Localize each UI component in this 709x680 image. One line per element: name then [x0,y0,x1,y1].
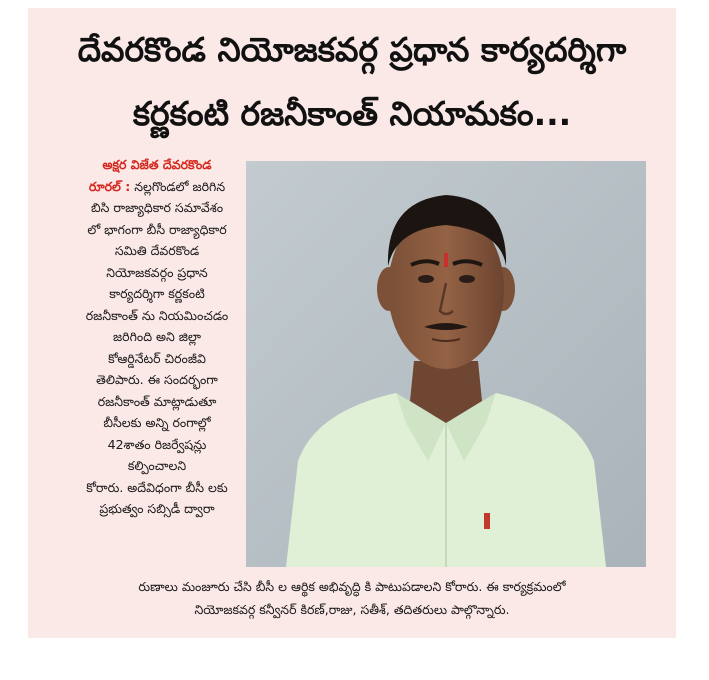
body-line: రజనీకాంత్ మాట్లాడుతూ [97,393,217,409]
news-clipping [28,8,676,638]
article-body-column [66,154,248,520]
headline-line-1: దేవరకొండ నియోజకవర్గ ప్రధాన కార్యదర్శిగా [77,30,627,69]
body-line: బిసి రాజ్యాధికార సమావేశం [90,200,224,215]
portrait-illustration [246,161,646,567]
body-line: తెలిపారు. ఈ సందర్భంగా [96,372,218,387]
body-line: సమితి దేవరకొండ [114,243,200,258]
article-tail-line-2: నియోజకవర్గ కన్వీనర్ కిరణ్,రాజు, సతీశ్, తదితరులు పాల్గొన్నారు. [194,602,510,617]
portrait-photo [246,161,646,567]
body-line: బీసీలకు అన్ని రంగాల్లో [103,415,211,430]
body-line-0: రూరల్ : నల్లగొండలో జరిగిన [88,178,226,194]
article-tail-line-1: రుణాలు మంజూరు చేసి బీసీ ల ఆర్థిక అభివృద్ధి కి పాటుపడాలని కోరారు. ఈ కార్యక్రమంలో [138,579,566,594]
body-line: జరిగింది అని జిల్లా [113,329,201,344]
body-line: కార్యదర్శిగా కర్ణకంటి [109,286,205,301]
body-line: లో భాగంగా బీసీ రాజ్యాధికార [87,221,227,237]
headline-line-2: కర్ణకంటి రజనీకాంత్ నియామకం... [132,94,572,133]
body-line: కోరారు. అదేవిధంగా బీసీ లకు [86,479,228,495]
body-line: కల్పించాలని [127,458,187,473]
body-line: రజనీకాంత్ ను నియమించడం [85,307,229,323]
byline: అక్షర విజేత దేవరకొండ [102,157,212,172]
dateline: రూరల్ : [88,178,131,194]
body-line: ప్రభుత్వం సబ్సిడీ ద్వారా [99,501,215,516]
body-line: కోఆర్డినేటర్ చిరంజీవి [108,350,206,366]
body-line: నియోజకవర్గం ప్రధాన [106,264,208,280]
body-line: 42శాతం రిజర్వేషన్లు [107,436,207,452]
